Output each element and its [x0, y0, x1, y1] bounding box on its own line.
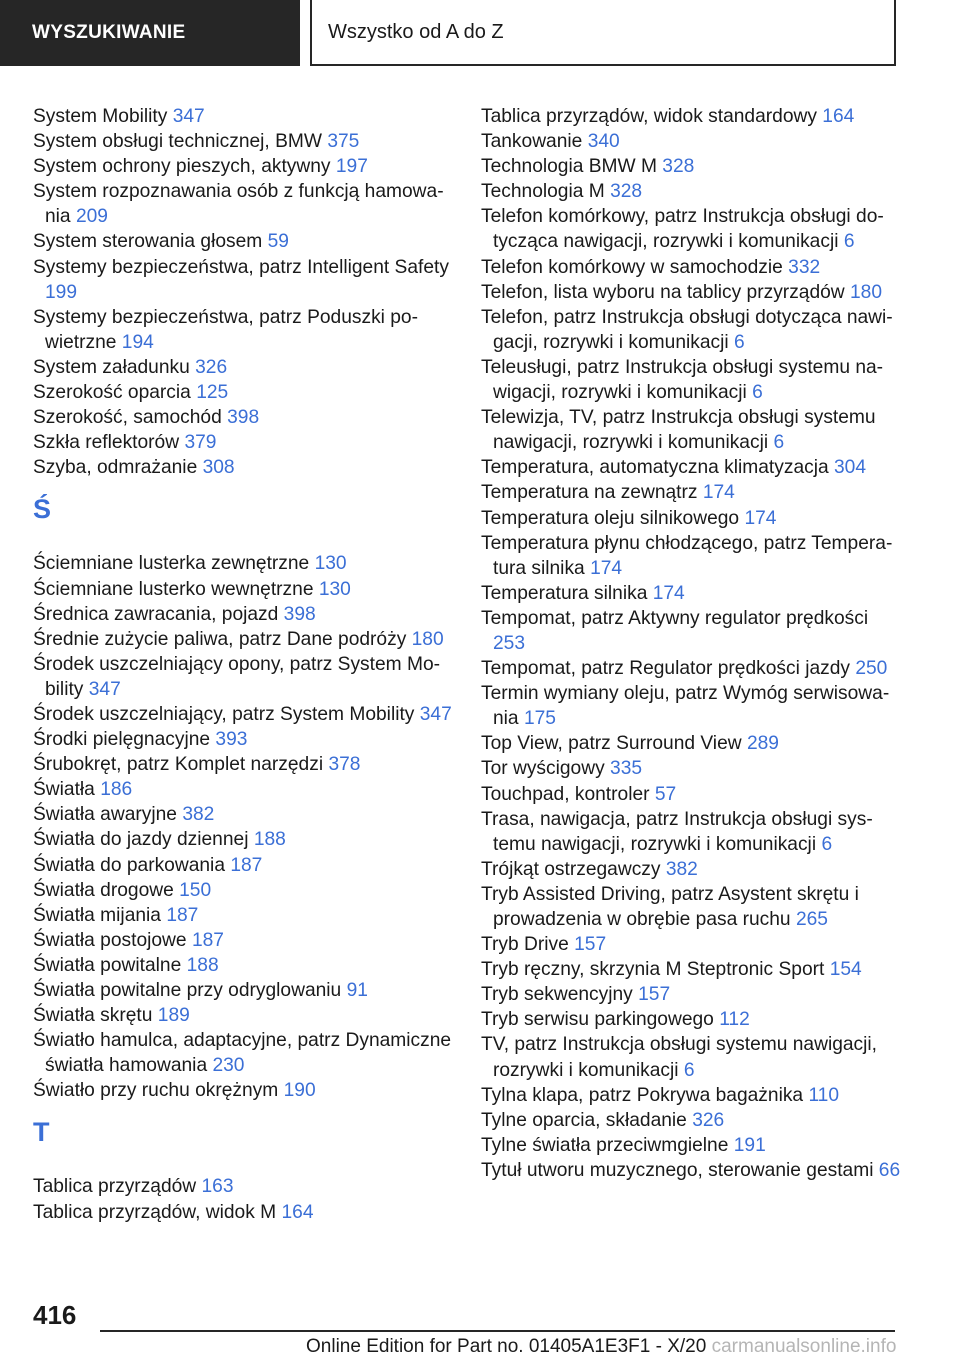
footer-edition	[306, 1336, 896, 1358]
entry-term: Tryb Assisted Driving, patrz Asystent skrętu i prowadzenia w obrębie pasa ruchu	[481, 883, 859, 930]
entry-term: Touchpad, kontroler	[481, 783, 650, 805]
index-entry	[33, 405, 453, 430]
page-link[interactable]: 304	[834, 457, 867, 479]
index-entry	[481, 355, 901, 405]
entry-term: Tablica przyrządów	[33, 1176, 197, 1198]
index-entry	[481, 1007, 901, 1032]
entry-term: Tor wyścigowy	[481, 758, 605, 780]
index-entry	[481, 1133, 901, 1158]
entry-term: Tankowanie	[481, 131, 583, 153]
index-entry	[33, 727, 453, 752]
page-link[interactable]: 57	[654, 783, 677, 805]
page-link[interactable]: 191	[733, 1134, 766, 1156]
index-entry	[481, 179, 901, 204]
entry-term: Trójkąt ostrzegawczy	[481, 858, 661, 880]
page-link[interactable]: 6	[683, 1059, 695, 1081]
page-link[interactable]: 174	[652, 582, 685, 604]
index-entry	[33, 551, 453, 576]
entry-term: Światła drogowe	[33, 879, 174, 901]
index-entry	[481, 455, 901, 480]
entry-term: Światła awaryjne	[33, 804, 177, 826]
page-link[interactable]: 393	[215, 729, 248, 751]
index-entry	[33, 1028, 453, 1078]
page-link[interactable]: 66	[878, 1159, 901, 1181]
entry-term: Tryb serwisu parkingowego	[481, 1009, 714, 1031]
index-entry	[33, 1174, 453, 1199]
index-entry	[33, 802, 453, 827]
index-entry	[481, 255, 901, 280]
index-entry	[33, 827, 453, 852]
entry-term: Telewizja, TV, patrz Instrukcja obsługi systemu nawigacji, rozrywki i komunikacji	[481, 407, 876, 454]
entry-term: Światła powitalne	[33, 954, 182, 976]
index-entry	[33, 752, 453, 777]
page-link[interactable]: 375	[327, 131, 360, 153]
entry-term: Temperatura płynu chłodzącego, patrz Temperatura silnika	[481, 532, 893, 579]
entry-term: Systemy bezpieczeństwa, patrz Poduszki powietrzne	[33, 306, 418, 353]
page-link[interactable]: 230	[212, 1055, 245, 1077]
page-link[interactable]: 130	[318, 578, 351, 600]
page-link[interactable]: 197	[335, 156, 368, 178]
page-link[interactable]: 289	[746, 733, 779, 755]
index-entry	[481, 280, 901, 305]
entry-term: System sterowania głosem	[33, 231, 263, 253]
index-entry	[481, 154, 901, 179]
page-link[interactable]: 379	[184, 432, 217, 454]
page-link[interactable]: 253	[493, 632, 526, 654]
entry-term: Tryb sekwencyjny	[481, 984, 633, 1006]
entry-term: Szkła reflektorów	[33, 432, 180, 454]
page-link[interactable]: 154	[829, 959, 862, 981]
page-link[interactable]: 6	[843, 231, 855, 253]
page-link[interactable]: 265	[795, 909, 828, 930]
a-to-z-tab[interactable]: Wszystko od A do Z	[310, 0, 896, 66]
index-entry	[481, 882, 901, 932]
entry-term: Telefon, patrz Instrukcja obsługi dotycząca nawigacji, rozrywki i komunikacji	[481, 306, 893, 353]
page-link[interactable]: 199	[45, 281, 78, 303]
index-entry	[33, 1078, 453, 1103]
entry-term: System rozpoznawania osób z funkcją hamowania	[33, 181, 444, 228]
page-link[interactable]: 150	[179, 879, 212, 901]
watermark-text: carmanualsonline.info	[711, 1336, 897, 1357]
index-entry	[33, 702, 453, 727]
entry-term: Temperatura na zewnątrz	[481, 482, 698, 504]
page-link[interactable]: 187	[191, 929, 224, 951]
entry-term: Tryb ręczny, skrzynia M Steptronic Sport	[481, 959, 825, 981]
page-link[interactable]: 398	[227, 407, 260, 429]
entry-term: TV, patrz Instrukcja obsługi systemu nawigacji, rozrywki i komunikacji	[481, 1034, 878, 1081]
index-column-right	[481, 104, 901, 1183]
index-entry	[481, 857, 901, 882]
page-link[interactable]: 382	[182, 804, 215, 826]
page-link[interactable]: 398	[283, 603, 316, 625]
index-entry	[481, 656, 901, 681]
index-entry	[33, 229, 453, 254]
index-entry	[33, 577, 453, 602]
index-entry	[481, 1108, 901, 1133]
entry-term: Telefon, lista wyboru na tablicy przyrządów	[481, 281, 845, 303]
index-entry	[481, 506, 901, 531]
page-link[interactable]: 180	[411, 628, 444, 650]
index-entry	[33, 430, 453, 455]
page-link[interactable]: 175	[523, 708, 556, 730]
page-link[interactable]: 91	[346, 980, 368, 1001]
page-link[interactable]: 347	[419, 703, 452, 725]
entry-term: Tempomat, patrz Regulator prędkości jazdy	[481, 658, 850, 680]
index-entry	[33, 652, 453, 702]
entry-term: System załadunku	[33, 356, 190, 378]
entry-term: Szerokość, samochód	[33, 407, 222, 429]
index-entry	[33, 1200, 453, 1225]
entry-term: Światła mijania	[33, 904, 161, 926]
entry-term: Tytuł utworu muzycznego, sterowanie gestami	[481, 1159, 874, 1181]
entry-term: Światła powitalne przy odryglowaniu	[33, 980, 342, 1001]
page-link[interactable]: 125	[196, 382, 229, 404]
page-header	[0, 0, 960, 66]
index-entry	[33, 777, 453, 802]
page-link[interactable]: 347	[88, 678, 121, 700]
index-entry	[481, 129, 901, 154]
entry-term: Środek uszczelniający, patrz System Mobility	[33, 703, 415, 725]
section-letter-s-acute: Ś	[33, 494, 52, 525]
index-entry	[481, 305, 901, 355]
page-link[interactable]: 382	[665, 858, 698, 880]
index-entry	[481, 1158, 901, 1183]
entry-term: Teleusługi, patrz Instrukcja obsługi systemu nawigacji, rozrywki i komunikacji	[481, 356, 884, 404]
entry-term: Telefon komórkowy, patrz Instrukcja obsługi dotycząca nawigacji, rozrywki i komunikacji	[481, 206, 884, 253]
index-entry	[481, 982, 901, 1007]
page-link[interactable]: 180	[850, 281, 883, 303]
entry-term: Średnica zawracania, pojazd	[33, 603, 279, 625]
page-link[interactable]: 378	[328, 754, 361, 776]
page-link[interactable]: 59	[267, 231, 289, 253]
index-column-left	[33, 104, 453, 1225]
entry-term: Ściemniane lusterka zewnętrzne	[33, 553, 310, 575]
search-tab[interactable]: WYSZUKIWANIE	[0, 0, 300, 66]
index-entry	[33, 928, 453, 953]
index-entry	[33, 380, 453, 405]
entry-term: Światła	[33, 779, 95, 801]
entry-term: Systemy bezpieczeństwa, patrz Intelligent Safety	[33, 256, 449, 278]
entry-term: Środek uszczelniający opony, patrz System Mobility	[33, 653, 441, 700]
index-group-t-continued	[481, 104, 901, 1183]
index-entry	[33, 953, 453, 978]
entry-term: Światła do parkowania	[33, 854, 225, 876]
index-entry	[481, 581, 901, 606]
page-number: 416	[33, 1300, 77, 1330]
page-link[interactable]: 189	[157, 1005, 190, 1027]
index-entry	[33, 104, 453, 129]
page-link[interactable]: 188	[253, 829, 286, 851]
index-entry	[481, 606, 901, 656]
entry-term: Temperatura silnika	[481, 582, 648, 604]
index-entry	[33, 878, 453, 903]
page-link[interactable]: 209	[75, 206, 108, 228]
entry-term: Tablica przyrządów, widok standardowy	[481, 106, 817, 127]
entry-term: Śrubokręt, patrz Komplet narzędzi	[33, 754, 324, 776]
index-entry	[481, 807, 901, 857]
index-entry	[481, 782, 901, 807]
page-link[interactable]: 157	[638, 984, 671, 1006]
entry-term: Technologia BMW M	[481, 156, 657, 178]
page-link[interactable]: 110	[808, 1084, 840, 1106]
index-entry	[481, 756, 901, 781]
index-entry	[481, 531, 901, 581]
index-entry	[33, 853, 453, 878]
index-entry	[33, 255, 453, 305]
page-link[interactable]: 328	[662, 156, 695, 178]
entry-term: Temperatura, automatyczna klimatyzacja	[481, 457, 829, 479]
entry-term: Światło hamulca, adaptacyjne, patrz Dynamiczne światła hamowania	[33, 1030, 452, 1077]
entry-term: Szerokość oparcia	[33, 382, 191, 404]
page-link[interactable]: 157	[574, 934, 607, 956]
entry-term: Trasa, nawigacja, patrz Instrukcja obsługi systemu nawigacji, rozrywki i komunikacji	[481, 808, 873, 855]
entry-term: Szyba, odmrażanie	[33, 457, 198, 479]
index-entry	[481, 1083, 901, 1108]
index-entry	[481, 731, 901, 756]
page-link[interactable]: 332	[788, 256, 821, 278]
page-link[interactable]: 308	[202, 457, 235, 479]
entry-term: Tablica przyrządów, widok M	[33, 1201, 277, 1223]
page-link[interactable]: 174	[702, 482, 735, 504]
edition-text: Online Edition for Part no. 01405A1E3F1 - X/20	[306, 1336, 707, 1357]
entry-term: Tylne światła przeciwmgielne	[481, 1134, 729, 1156]
page-link[interactable]: 164	[281, 1201, 314, 1223]
index-entry	[481, 480, 901, 505]
index-group-s	[33, 104, 453, 480]
index-entry	[33, 179, 453, 229]
entry-term: System ochrony pieszych, aktywny	[33, 156, 331, 178]
page-link[interactable]: 347	[172, 106, 205, 127]
index-entry	[481, 932, 901, 957]
page-link[interactable]: 6	[733, 331, 745, 353]
page-link[interactable]: 340	[587, 131, 620, 153]
page-link[interactable]: 174	[744, 507, 777, 529]
entry-term: Światła skrętu	[33, 1005, 153, 1027]
entry-term: Top View, patrz Surround View	[481, 733, 742, 755]
entry-term: Światło przy ruchu okrężnym	[33, 1080, 279, 1102]
entry-term: Średnie zużycie paliwa, patrz Dane podróży	[33, 628, 407, 650]
page-link[interactable]: 130	[314, 553, 347, 575]
index-entry	[33, 1003, 453, 1028]
entry-term: Ściemniane lusterko wewnętrzne	[33, 578, 314, 600]
index-entry	[481, 957, 901, 982]
entry-term: Środki pielęgnacyjne	[33, 729, 211, 751]
page-link[interactable]: 250	[855, 658, 888, 680]
index-entry	[33, 602, 453, 627]
entry-term: Światła postojowe	[33, 929, 187, 951]
index-group-s-acute	[33, 551, 453, 1103]
section-letter-t: T	[33, 1117, 50, 1148]
page-link[interactable]: 188	[186, 954, 219, 976]
page-link[interactable]: 174	[590, 557, 623, 579]
entry-term: Technologia M	[481, 181, 605, 203]
index-entry	[33, 305, 453, 355]
index-entry	[481, 204, 901, 254]
page-link[interactable]: 186	[100, 779, 133, 801]
index-entry	[33, 154, 453, 179]
index-entry	[481, 1032, 901, 1082]
index-entry	[481, 681, 901, 731]
page-link[interactable]: 335	[610, 758, 643, 780]
index-entry	[481, 405, 901, 455]
page-link[interactable]: 6	[773, 432, 785, 454]
index-entry	[33, 129, 453, 154]
page-link[interactable]: 328	[610, 181, 643, 203]
page-link[interactable]: 187	[166, 904, 199, 926]
index-entry	[33, 355, 453, 380]
index-entry	[33, 903, 453, 928]
page-link[interactable]: 326	[195, 356, 228, 378]
page-link[interactable]: 326	[692, 1109, 725, 1131]
entry-term: System obsługi technicznej, BMW	[33, 131, 322, 153]
footer-divider	[100, 1330, 895, 1332]
entry-term: System Mobility	[33, 106, 168, 127]
entry-term: Tempomat, patrz Aktywny regulator prędkości	[481, 607, 869, 629]
entry-term: Tryb Drive	[481, 934, 569, 956]
entry-term: Temperatura oleju silnikowego	[481, 507, 740, 529]
entry-term: Tylna klapa, patrz Pokrywa bagażnika	[481, 1084, 804, 1106]
page-link[interactable]: 187	[230, 854, 263, 876]
page-link[interactable]: 112	[719, 1009, 750, 1031]
index-entry	[481, 104, 901, 129]
entry-term: Światła do jazdy dziennej	[33, 829, 249, 851]
page-link[interactable]: 6	[752, 382, 763, 404]
entry-term: Tylne oparcia, składanie	[481, 1109, 687, 1131]
index-entry	[33, 978, 453, 1003]
page-link[interactable]: 163	[201, 1176, 234, 1198]
index-entry	[33, 627, 453, 652]
page-link[interactable]: 6	[821, 833, 833, 855]
entry-term: Termin wymiany oleju, patrz Wymóg serwisowania	[481, 683, 890, 730]
index-group-t	[33, 1174, 453, 1224]
entry-term: Telefon komórkowy w samochodzie	[481, 256, 783, 278]
page-link[interactable]: 190	[283, 1080, 316, 1102]
page-link[interactable]: 164	[822, 106, 855, 127]
page-link[interactable]: 194	[121, 331, 154, 353]
index-entry	[33, 455, 453, 480]
